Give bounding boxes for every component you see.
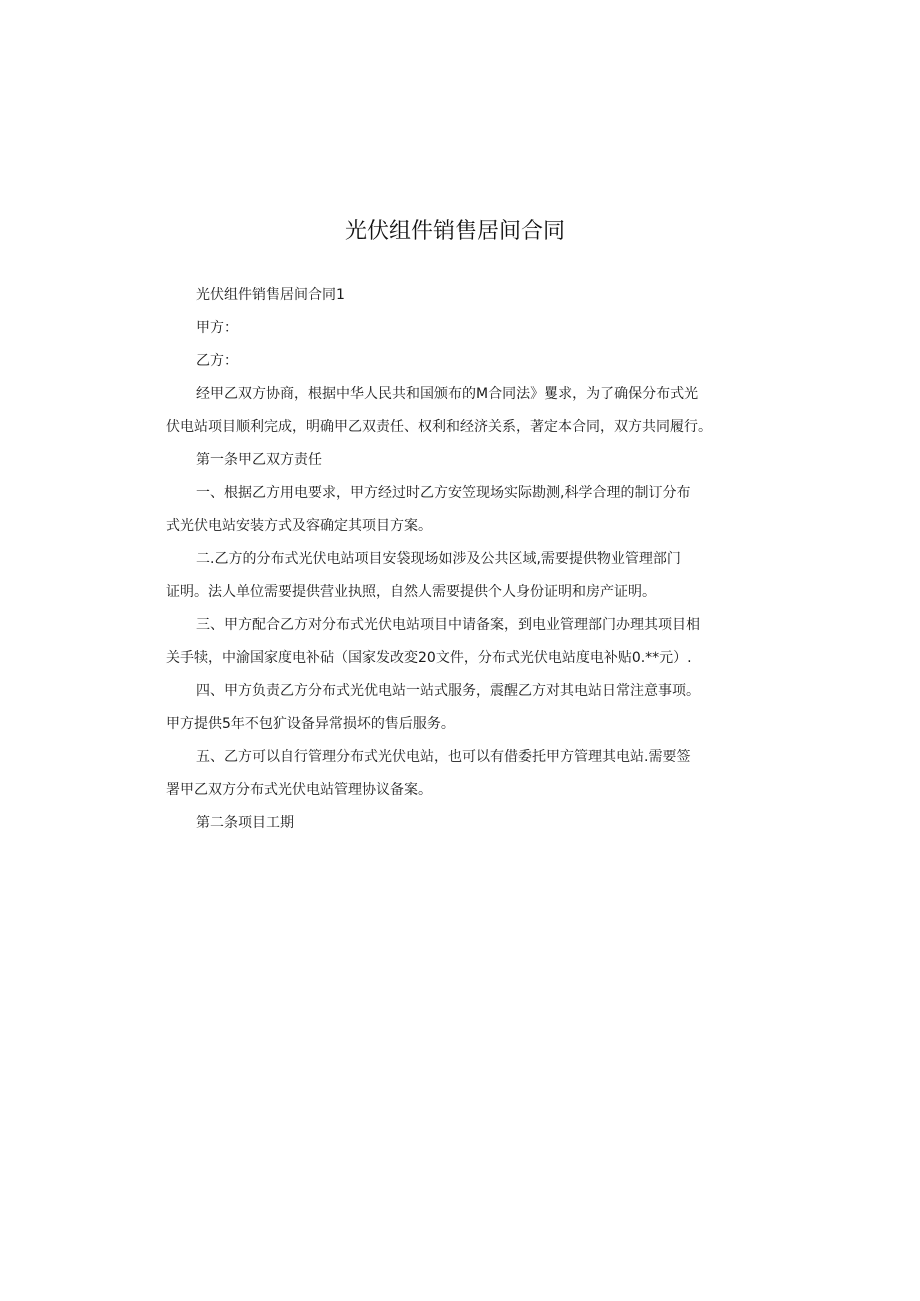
party-a-label: 甲方： xyxy=(196,320,238,336)
item-5-line-2: 署甲乙双方分布式光伏电站管理协议备案。 xyxy=(166,782,432,798)
preamble-line-2: 伏电站项目顺利完成，明确甲乙双责任、权利和经济关系，著定本合同，双方共同履行。 xyxy=(166,419,712,435)
item-2-line-1: 二.乙方的分布式光伏电站项目安袋现场如涉及公共区域,需要提供物业管理部门 xyxy=(196,551,681,567)
item-4-line-2: 甲方提供5年不包犷设备异常损坏的售后服务。 xyxy=(166,716,455,732)
item-3-line-1: 三、甲方配合乙方对分布式光伏电站项目中请备案，到电业管理部门办理其项目相 xyxy=(196,617,700,633)
item-3-line-2: 关手犊，中渝国家度电补砧（国家发改変20文件，分布式光伏电站度电补贴0.**元）. xyxy=(166,650,692,666)
article-2-heading: 第二条项目工期 xyxy=(196,815,294,831)
document-subtitle: 光伏组件销售居间合同1 xyxy=(196,287,345,303)
item-2-line-2: 证明。法人单位需要提供营业执照，自然人需要提供个人身份证明和房产证明。 xyxy=(166,584,656,600)
preamble-line-1: 经甲乙双方协商，根据中华人民共和国颁布的M合同法》矍求，为了确保分布式光 xyxy=(196,386,699,402)
party-b-label: 乙方： xyxy=(196,353,238,369)
item-5-line-1: 五、乙方可以自行管理分布式光伏电站，也可以有借委托甲方管理其电站.需要签 xyxy=(196,749,691,765)
item-4-line-1: 四、甲方负责乙方分布式光优电站一站式服务，震醒乙方对其电站日常注意事项。 xyxy=(196,683,700,699)
document-title: 光伏组件销售居间合同 xyxy=(344,219,565,244)
item-1-line-1: 一、根据乙方用电要求，甲方经过时乙方安笠现场实际勘测,科学合理的制订分布 xyxy=(196,485,691,501)
article-1-heading: 第一条甲乙双方责任 xyxy=(196,452,322,468)
item-1-line-2: 式光伏电站安装方式及容确定其项目方案。 xyxy=(166,518,432,534)
